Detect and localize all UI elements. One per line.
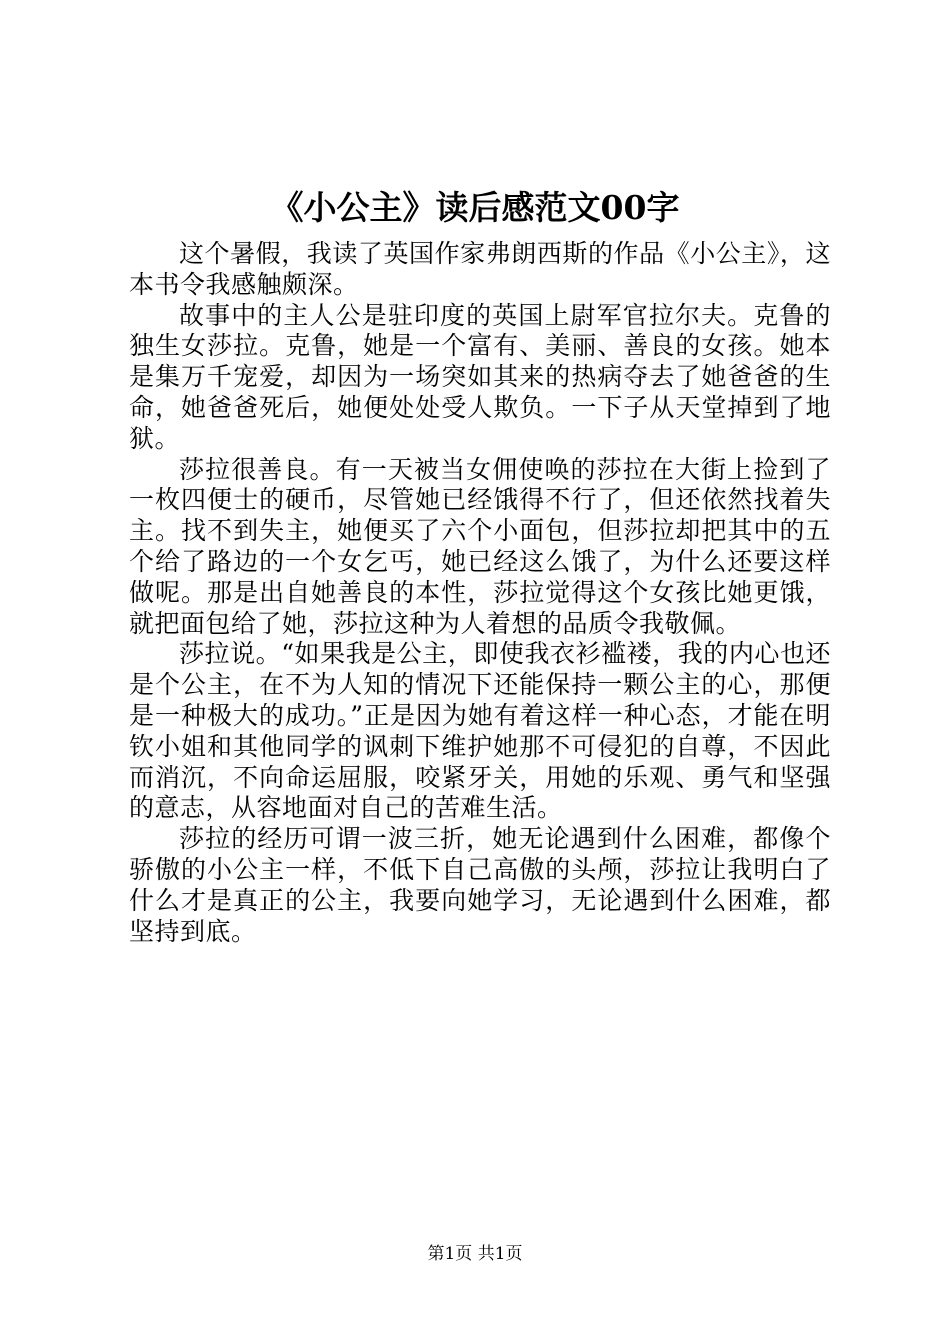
document-title: 《小公主》读后感范文00字 [270, 188, 680, 227]
paragraph-1: 这个暑假，我读了英国作家弗朗西斯的作品《小公主》，这本书令我感触颇深。 [129, 239, 831, 299]
document-body [129, 239, 831, 947]
paragraph-5: 莎拉的经历可谓一波三折，她无论遇到什么困难，都像个骄傲的小公主一样，不低下自己高傲的头颅，莎拉让我明白了什么才是真正的公主，我要向她学习，无论遇到什么困难，都坚持到底。 [129, 824, 831, 946]
paragraph-3: 莎拉很善良。有一天被当女佣使唤的莎拉在大街上捡到了一枚四便士的硬币，尽管她已经饿得不行了，但还依然找着失主。找不到失主，她便买了六个小面包，但莎拉却把其中的五个给了路边的一个女乞丐，她已经这么饿了，为什么还要这样做呢。那是出自她善良的本性，莎拉觉得这个女孩比她更饿，就把面包给了她，莎拉这种为人着想的品质令我敬佩。 [129, 454, 831, 638]
paragraph-4: 莎拉说。“如果我是公主，即使我衣衫褴褛，我的内心也还是个公主，在不为人知的情况下还能保持一颗公主的心，那便是一种极大的成功。”正是因为她有着这样一种心态，才能在明钦小姐和其他同学的讽刺下维护她那不可侵犯的自尊，不因此而消沉，不向命运屈服，咬紧牙关，用她的乐观、勇气和坚强的意志，从容地面对自己的苦难生活。 [129, 639, 831, 823]
paragraph-2: 故事中的主人公是驻印度的英国上尉军官拉尔夫。克鲁的独生女莎拉。克鲁，她是一个富有、美丽、善良的女孩。她本是集万千宠爱，却因为一场突如其来的热病夺去了她爸爸的生命，她爸爸死后，她便处处受人欺负。一下子从天堂掉到了地狱。 [129, 300, 831, 453]
page-footer: 第1页 共1页 [427, 1244, 523, 1264]
